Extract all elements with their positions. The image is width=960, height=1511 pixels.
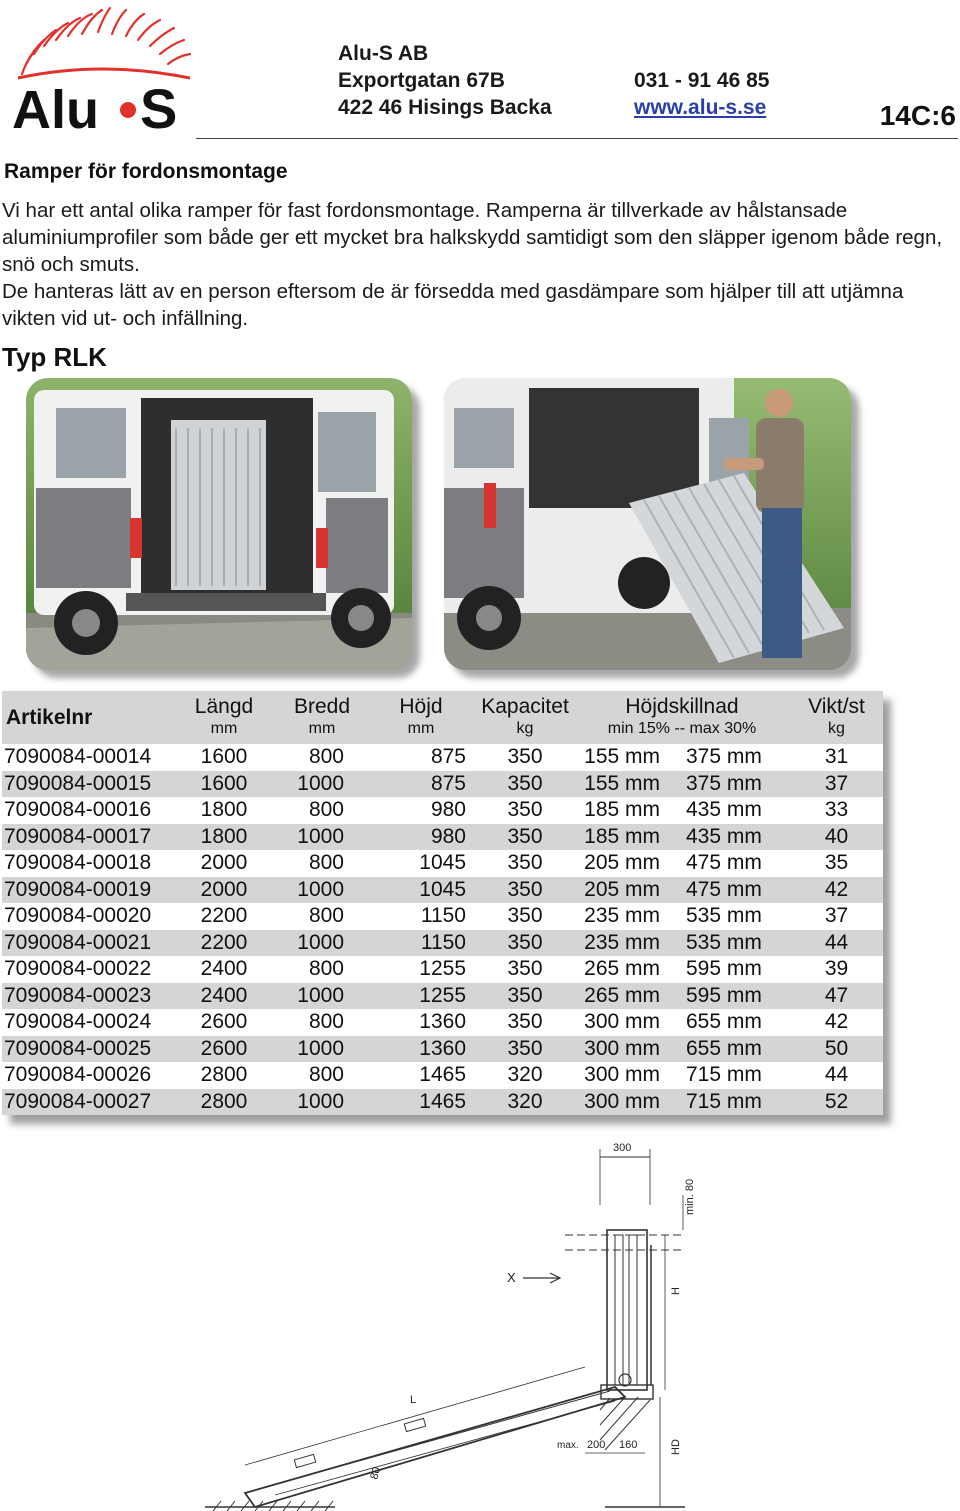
table-row bbox=[2, 956, 883, 983]
table-row bbox=[2, 1009, 883, 1036]
intro-paragraph-2: De hanteras lätt av en person eftersom de är försedda med gasdämpare som hjälper till att utjämna vikten vid ut- och infällning. bbox=[2, 280, 904, 330]
col-header-kapacitet-label: Kapacitet bbox=[481, 695, 569, 718]
cell-bredd: 800 bbox=[308, 851, 344, 875]
cell-hojdskillnad-min: 265 mm bbox=[584, 957, 660, 981]
cell-bredd: 1000 bbox=[297, 1036, 344, 1060]
cell-artikelnr: 7090084-00022 bbox=[4, 957, 152, 981]
cell-kapacitet: 350 bbox=[507, 983, 543, 1007]
cell-artikelnr: 7090084-00027 bbox=[4, 1089, 152, 1113]
cell-langd: 1600 bbox=[200, 745, 248, 769]
label-x: X bbox=[507, 1270, 516, 1285]
cell-bredd: 1000 bbox=[297, 1089, 344, 1113]
intro-text bbox=[2, 197, 952, 332]
cell-vikt: 37 bbox=[824, 771, 849, 795]
cell-hojdskillnad-min: 185 mm bbox=[584, 798, 660, 822]
cell-langd: 2800 bbox=[200, 1063, 248, 1087]
cell-kapacitet: 350 bbox=[507, 930, 543, 954]
page-code: 14C:6 bbox=[879, 100, 956, 131]
cell-hojdskillnad-max: 715 mm bbox=[686, 1063, 762, 1087]
cell-hojd: 1045 bbox=[419, 851, 466, 875]
cell-langd: 2000 bbox=[200, 877, 248, 901]
cell-artikelnr: 7090084-00025 bbox=[4, 1036, 152, 1060]
cell-hojdskillnad-max: 655 mm bbox=[686, 1010, 762, 1034]
cell-hojdskillnad-min: 205 mm bbox=[584, 877, 660, 901]
cell-bredd: 1000 bbox=[297, 771, 344, 795]
col-header-langd bbox=[170, 691, 278, 744]
col-header-langd-label: Längd bbox=[194, 695, 254, 718]
company-logo bbox=[8, 2, 196, 134]
cell-hojd: 1465 bbox=[419, 1089, 466, 1113]
cell-hojdskillnad-max: 715 mm bbox=[686, 1089, 762, 1113]
table-row bbox=[2, 903, 883, 930]
cell-kapacitet: 350 bbox=[507, 798, 543, 822]
cell-artikelnr: 7090084-00026 bbox=[4, 1063, 152, 1087]
col-header-hojd-unit: mm bbox=[407, 720, 435, 737]
cell-hojdskillnad-min: 235 mm bbox=[584, 930, 660, 954]
cell-hojdskillnad-max: 595 mm bbox=[686, 983, 762, 1007]
table-row bbox=[2, 744, 883, 771]
col-header-kapacitet bbox=[476, 691, 574, 744]
dim-160-label: 160 bbox=[619, 1439, 638, 1451]
table-row bbox=[2, 930, 883, 957]
col-header-hojdskillnad-label: Höjdskillnad bbox=[625, 695, 739, 718]
cell-artikelnr: 7090084-00015 bbox=[4, 771, 152, 795]
col-header-bredd-label: Bredd bbox=[293, 695, 351, 718]
cell-vikt: 52 bbox=[824, 1089, 849, 1113]
table-row bbox=[2, 850, 883, 877]
cell-kapacitet: 350 bbox=[507, 851, 543, 875]
cell-vikt: 35 bbox=[824, 851, 849, 875]
col-header-artikelnr: Artikelnr bbox=[6, 705, 93, 729]
cell-kapacitet: 350 bbox=[507, 824, 543, 848]
cell-artikelnr: 7090084-00014 bbox=[4, 745, 152, 769]
cell-hojdskillnad-min: 235 mm bbox=[584, 904, 660, 928]
dim-300-label: 300 bbox=[613, 1142, 632, 1154]
cell-hojd: 1045 bbox=[419, 877, 466, 901]
cell-kapacitet: 350 bbox=[507, 957, 543, 981]
col-header-hojdskillnad bbox=[574, 691, 790, 744]
col-header-bredd-unit: mm bbox=[308, 720, 336, 737]
company-phone: 031 - 91 46 85 bbox=[634, 69, 770, 92]
cell-hojdskillnad-max: 655 mm bbox=[686, 1036, 762, 1060]
col-header-hojd bbox=[366, 691, 476, 744]
cell-artikelnr: 7090084-00017 bbox=[4, 824, 152, 848]
type-title: Typ RLK bbox=[2, 342, 107, 372]
cell-hojdskillnad-max: 435 mm bbox=[686, 798, 762, 822]
cell-hojdskillnad-min: 185 mm bbox=[584, 824, 660, 848]
cell-hojdskillnad-min: 300 mm bbox=[584, 1010, 660, 1034]
cell-hojd: 1150 bbox=[420, 904, 466, 928]
cell-hojdskillnad-min: 205 mm bbox=[584, 851, 660, 875]
cell-bredd: 1000 bbox=[297, 983, 344, 1007]
cell-vikt: 40 bbox=[824, 824, 849, 848]
cell-hojdskillnad-min: 300 mm bbox=[584, 1063, 660, 1087]
cell-vikt: 42 bbox=[824, 877, 849, 901]
cell-hojd: 875 bbox=[430, 745, 466, 769]
label-hd: HD bbox=[670, 1439, 682, 1455]
label-max: max. bbox=[557, 1440, 579, 1451]
header-divider bbox=[196, 138, 958, 139]
cell-hojdskillnad-max: 475 mm bbox=[686, 877, 762, 901]
cell-hojdskillnad-min: 300 mm bbox=[584, 1089, 660, 1113]
col-header-langd-unit: mm bbox=[210, 720, 238, 737]
cell-langd: 1800 bbox=[200, 824, 248, 848]
cell-artikelnr: 7090084-00020 bbox=[4, 904, 152, 928]
product-table bbox=[2, 691, 883, 1115]
label-h: H bbox=[670, 1287, 682, 1295]
cell-bredd: 1000 bbox=[297, 824, 344, 848]
cell-kapacitet: 320 bbox=[507, 1089, 543, 1113]
cell-kapacitet: 350 bbox=[507, 904, 543, 928]
cell-langd: 2200 bbox=[200, 904, 248, 928]
cell-hojdskillnad-max: 375 mm bbox=[686, 745, 762, 769]
cell-langd: 2200 bbox=[200, 930, 248, 954]
cell-artikelnr: 7090084-00016 bbox=[4, 798, 152, 822]
company-name: Alu-S AB bbox=[338, 42, 429, 65]
cell-hojdskillnad-min: 155 mm bbox=[584, 745, 660, 769]
cell-hojd: 1255 bbox=[419, 957, 466, 981]
cell-bredd: 1000 bbox=[297, 877, 344, 901]
svg-text:S: S bbox=[140, 77, 178, 134]
cell-artikelnr: 7090084-00019 bbox=[4, 877, 152, 901]
table-row bbox=[2, 877, 883, 904]
dim-min80-label: min. 80 bbox=[684, 1178, 696, 1215]
cell-hojdskillnad-max: 435 mm bbox=[686, 824, 762, 848]
cell-kapacitet: 350 bbox=[507, 877, 543, 901]
col-header-hojdskillnad-unit: min 15% -- max 30% bbox=[607, 720, 757, 737]
cell-hojd: 1255 bbox=[419, 983, 466, 1007]
table-row bbox=[2, 1062, 883, 1089]
logo-wordmark: Alu bbox=[12, 80, 99, 134]
cell-bredd: 1000 bbox=[297, 930, 344, 954]
cell-vikt: 33 bbox=[824, 798, 849, 822]
dim-200-label: 200 bbox=[587, 1439, 606, 1451]
cell-hojd: 1360 bbox=[419, 1010, 466, 1034]
cell-langd: 1600 bbox=[200, 771, 248, 795]
section-title: Ramper för fordonsmontage bbox=[4, 160, 288, 183]
cell-hojdskillnad-min: 265 mm bbox=[584, 983, 660, 1007]
cell-artikelnr: 7090084-00021 bbox=[4, 930, 152, 954]
intro-paragraph-1: Vi har ett antal olika ramper för fast fordonsmontage. Ramperna är tillverkade av hålstansade aluminiumprofiler som både ger ett mycket bra halkskydd samtidigt som den släpper igenom både regn, snö och smuts. bbox=[2, 199, 943, 276]
table-body bbox=[2, 744, 883, 1115]
cell-hojdskillnad-max: 475 mm bbox=[686, 851, 762, 875]
company-address bbox=[338, 40, 552, 121]
cell-hojdskillnad-max: 595 mm bbox=[686, 957, 762, 981]
cell-kapacitet: 350 bbox=[507, 1010, 543, 1034]
cell-langd: 2000 bbox=[200, 851, 248, 875]
col-header-hojd-label: Höjd bbox=[399, 695, 443, 718]
col-header-vikt bbox=[790, 691, 883, 744]
cell-langd: 1800 bbox=[200, 798, 248, 822]
col-header-bredd bbox=[278, 691, 366, 744]
cell-vikt: 44 bbox=[824, 1063, 849, 1087]
cell-vikt: 44 bbox=[824, 930, 849, 954]
product-table-container bbox=[2, 691, 883, 1115]
ramp-dimension-drawing bbox=[205, 1135, 740, 1511]
website-link[interactable]: www.alu-s.se bbox=[634, 96, 767, 119]
cell-vikt: 42 bbox=[824, 1010, 849, 1034]
cell-vikt: 37 bbox=[824, 904, 849, 928]
cell-kapacitet: 350 bbox=[507, 1036, 543, 1060]
cell-hojdskillnad-max: 535 mm bbox=[686, 904, 762, 928]
cell-hojd: 980 bbox=[430, 798, 466, 822]
cell-bredd: 800 bbox=[308, 1010, 344, 1034]
cell-langd: 2600 bbox=[200, 1036, 248, 1060]
table-row bbox=[2, 824, 883, 851]
cell-kapacitet: 320 bbox=[507, 1063, 543, 1087]
cell-vikt: 39 bbox=[824, 957, 849, 981]
cell-langd: 2800 bbox=[200, 1089, 248, 1113]
cell-artikelnr: 7090084-00018 bbox=[4, 851, 152, 875]
cell-bredd: 800 bbox=[308, 904, 344, 928]
table-row bbox=[2, 1036, 883, 1063]
col-header-vikt-unit: kg bbox=[828, 720, 845, 737]
cell-vikt: 50 bbox=[824, 1036, 849, 1060]
cell-kapacitet: 350 bbox=[507, 771, 543, 795]
technical-drawing bbox=[205, 1135, 740, 1511]
photo-ramp-folded bbox=[26, 378, 412, 670]
table-row bbox=[2, 771, 883, 798]
dim-80-label: 80 bbox=[368, 1465, 384, 1481]
company-contact bbox=[634, 67, 769, 121]
cell-artikelnr: 7090084-00023 bbox=[4, 983, 152, 1007]
cell-kapacitet: 350 bbox=[507, 745, 543, 769]
table-row bbox=[2, 1089, 883, 1116]
cell-hojd: 1465 bbox=[419, 1063, 466, 1087]
cell-hojdskillnad-min: 155 mm bbox=[584, 771, 660, 795]
table-header-row bbox=[2, 691, 883, 744]
cell-bredd: 800 bbox=[308, 798, 344, 822]
cell-hojdskillnad-min: 300 mm bbox=[584, 1036, 660, 1060]
company-postal-city: 422 46 Hisings Backa bbox=[338, 96, 552, 119]
cell-hojd: 1360 bbox=[419, 1036, 466, 1060]
cell-artikelnr: 7090084-00024 bbox=[4, 1010, 152, 1034]
col-header-kapacitet-unit: kg bbox=[516, 720, 534, 737]
cell-hojd: 875 bbox=[430, 771, 466, 795]
cell-hojd: 980 bbox=[430, 824, 466, 848]
cell-hojdskillnad-max: 375 mm bbox=[686, 771, 762, 795]
cell-bredd: 800 bbox=[308, 1063, 344, 1087]
cell-langd: 2400 bbox=[200, 983, 248, 1007]
col-header-vikt-label: Vikt/st bbox=[808, 695, 865, 718]
cell-bredd: 800 bbox=[308, 745, 344, 769]
cell-hojdskillnad-max: 535 mm bbox=[686, 930, 762, 954]
photo-ramp-unfolded bbox=[444, 378, 851, 670]
cell-langd: 2400 bbox=[200, 957, 248, 981]
cell-hojd: 1150 bbox=[420, 930, 466, 954]
cell-vikt: 31 bbox=[824, 745, 849, 769]
cell-bredd: 800 bbox=[308, 957, 344, 981]
table-row bbox=[2, 983, 883, 1010]
cell-vikt: 47 bbox=[824, 983, 849, 1007]
label-l: L bbox=[410, 1394, 417, 1406]
table-row bbox=[2, 797, 883, 824]
cell-langd: 2600 bbox=[200, 1010, 248, 1034]
company-street: Exportgatan 67B bbox=[338, 69, 505, 92]
